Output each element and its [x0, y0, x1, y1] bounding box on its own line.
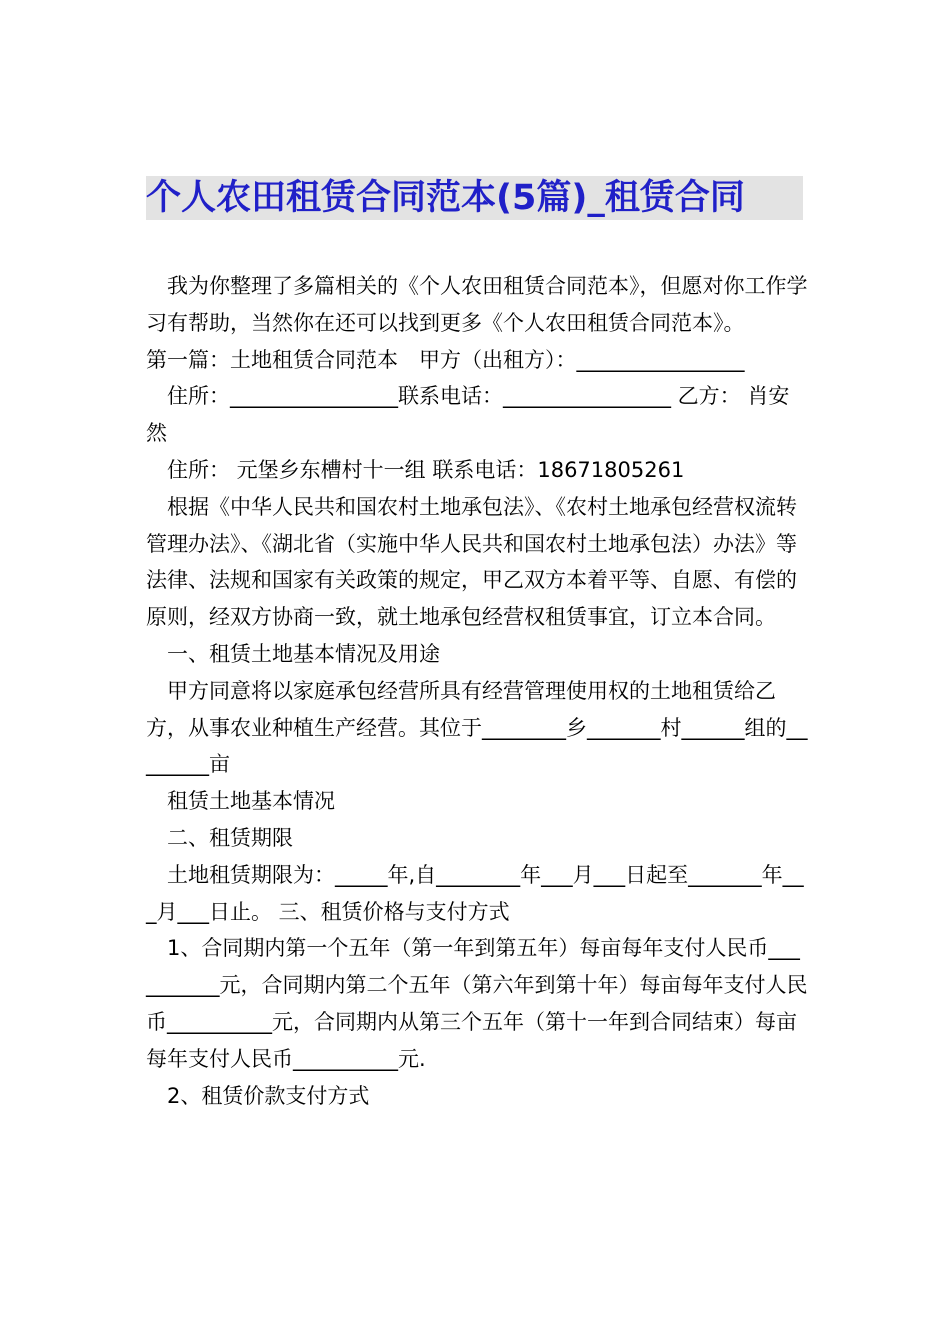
- section-one-heading: 一、租赁土地基本情况及用途: [167, 641, 440, 666]
- document-title: 个人农田租赁合同范本(5篇)_租赁合同: [146, 176, 803, 220]
- land-usage-paragraph: 甲方同意将以家庭承包经营所具有经营管理使用权的土地租赁给乙方，从事农业种植生产经营。其位于________乡_______村______组的________亩: [146, 678, 808, 777]
- price-paragraph: 1、合同期内第一个五年（第一年到第五年）每亩每年支付人民币__________元，合同期内第二个五年（第六年到第十年）每亩每年支付人民币__________元，合同期内从第三个五年（第十一年到合同结束）每亩每年支付人民币__________元.: [146, 936, 808, 1071]
- payment-method-heading: 2、租赁价款支付方式: [167, 1083, 370, 1108]
- document-body: [146, 268, 808, 1114]
- intro-paragraph: 我为你整理了多篇相关的《个人农田租赁合同范本》，但愿对你工作学习有帮助，当然你在还可以找到更多《个人农田租赁合同范本》。: [146, 274, 808, 335]
- legal-basis-paragraph: 根据《中华人民共和国农村土地承包法》、《农村土地承包经营权流转管理办法》、《湖北省（实施中华人民共和国农村土地承包法）办法》等法律、法规和国家有关政策的规定，甲乙双方本着平等、自愿、有偿的原则，经双方协商一致，就土地承包经营权租赁事宜，订立本合同。: [146, 494, 797, 630]
- chapter-one-heading: 第一篇：土地租赁合同范本 甲方（出租方）：________________: [146, 347, 745, 372]
- land-basics-heading: 租赁土地基本情况: [167, 789, 335, 814]
- section-two-heading: 二、租赁期限: [167, 825, 293, 850]
- party-b-address-line: 住所： 元堡乡东槽村十一组 联系电话：18671805261: [167, 457, 685, 482]
- lease-term-paragraph: 土地租赁期限为：_____年,自________年___月___日起至_______年___月___日止。 三、租赁价格与支付方式: [146, 862, 804, 924]
- party-address-line: 住所：________________联系电话：________________ 乙方： 肖安然: [146, 384, 790, 446]
